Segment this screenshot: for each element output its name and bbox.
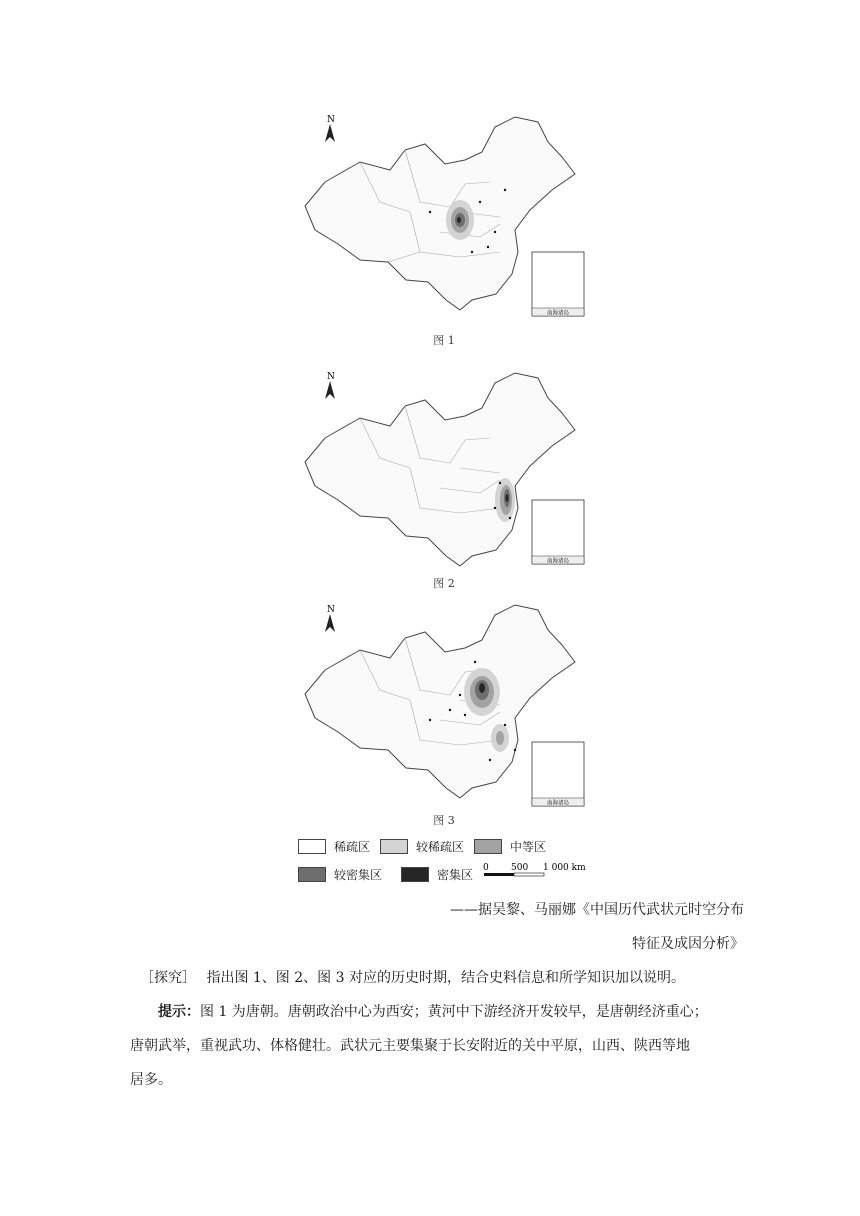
legend-label: 密集区 [437, 868, 474, 882]
question-text: 指出图 1、图 2、图 3 对应的历史时期，结合史料信息和所学知识加以说明。 [206, 970, 685, 986]
legend-item-medium [474, 838, 546, 855]
question-tag: ［探究］ [140, 970, 196, 986]
south-china-sea-inset [532, 500, 584, 565]
density-cluster-south [491, 724, 509, 752]
legend-label: 较密集区 [334, 868, 383, 882]
legend-swatch [298, 867, 326, 882]
legend-item-fairly-dense [298, 866, 382, 883]
figure-caption: 图 3 [433, 814, 455, 827]
density-cluster-north [464, 668, 500, 716]
answer-label: 提示： [158, 1004, 200, 1020]
scale-end: 1 000 km [543, 863, 586, 873]
figure-caption: 图 1 [433, 334, 455, 347]
legend-swatch [298, 839, 326, 854]
density-cluster [495, 478, 515, 522]
legend-item-dense [401, 866, 473, 883]
china-map-1 [300, 112, 590, 327]
map-figure-2 [300, 358, 590, 573]
svg-text:N: N [327, 372, 335, 382]
answer-text-1: 图 1 为唐朝。唐朝政治中心为西安；黄河中下游经济开发较早，是唐朝经济重心； [200, 1004, 708, 1020]
map-legend [298, 838, 618, 888]
north-arrow [325, 372, 335, 399]
svg-text:N: N [327, 115, 335, 125]
svg-text:南海诸岛: 南海诸岛 [546, 558, 570, 565]
north-arrow [325, 115, 335, 142]
north-arrow [325, 605, 335, 632]
legend-label: 稀疏区 [334, 840, 371, 854]
map-figure-1 [300, 112, 590, 327]
answer-line1 [158, 998, 708, 1026]
south-china-sea-inset [532, 742, 584, 807]
density-cluster [446, 200, 474, 240]
question [140, 964, 685, 992]
source-citation-line1: ——据吴黎、马丽娜《中国历代武状元时空分布 [450, 902, 744, 918]
svg-text:南海诸岛: 南海诸岛 [546, 800, 570, 807]
china-map-3 [300, 600, 590, 815]
scale-zero: 0 [483, 863, 489, 873]
legend-swatch [380, 839, 408, 854]
scale-bar [481, 862, 621, 884]
svg-text:N: N [327, 605, 335, 615]
legend-label: 较稀疏区 [416, 840, 465, 854]
map-figure-3 [300, 600, 590, 815]
china-map-2 [300, 358, 590, 573]
legend-item-sparse [298, 838, 370, 855]
figure-caption: 图 2 [433, 577, 455, 590]
legend-item-fairly-sparse [380, 838, 464, 855]
south-china-sea-inset [532, 252, 584, 317]
legend-swatch [401, 867, 429, 882]
source-citation-line2: 特征及成因分析》 [632, 936, 744, 952]
legend-label: 中等区 [510, 840, 547, 854]
scale-mid: 500 [511, 863, 529, 873]
answer-line2: 唐朝武举，重视武功、体格健壮。武状元主要集聚于长安附近的关中平原，山西、陕西等地 [130, 1038, 690, 1054]
svg-text:南海诸岛: 南海诸岛 [546, 310, 570, 317]
answer-line3: 居多。 [130, 1072, 172, 1088]
legend-swatch [474, 839, 502, 854]
